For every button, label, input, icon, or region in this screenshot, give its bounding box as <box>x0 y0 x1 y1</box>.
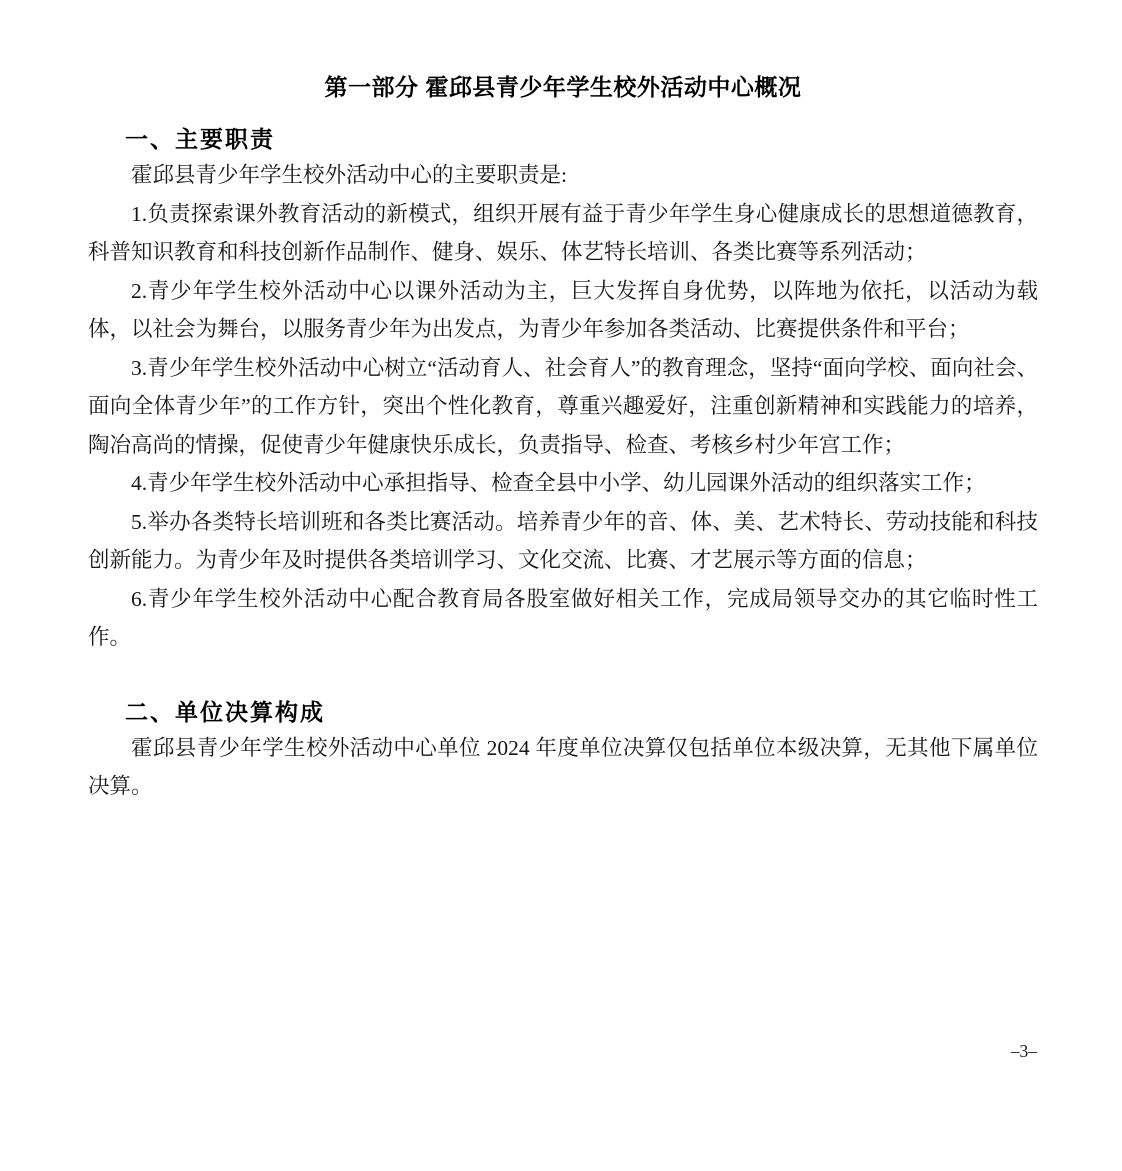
paragraph: 5.举办各类特长培训班和各类比赛活动。培养青少年的音、体、美、艺术特长、劳动技能和科技创新能力。为青少年及时提供各类培训学习、文化交流、比赛、才艺展示等方面的信息； <box>88 509 1038 572</box>
section-heading: 二、单位决算构成 <box>125 698 325 725</box>
paragraph: 4.青少年学生校外活动中心承担指导、检查全县中小学、幼儿园课外活动的组织落实工作； <box>131 471 986 495</box>
document-title: 第一部分 霍邱县青少年学生校外活动中心概况 <box>324 74 802 100</box>
paragraph: 6.青少年学生校外活动中心配合教育局各股室做好相关工作，完成局领导交办的其它临时性工作。 <box>88 586 1038 649</box>
paragraph: 2.青少年学生校外活动中心以课外活动为主，巨大发挥自身优势，以阵地为依托，以活动为载体，以社会为舞台，以服务青少年为出发点，为青少年参加各类活动、比赛提供条件和平台； <box>88 278 1038 341</box>
section-heading: 一、主要职责 <box>125 126 275 152</box>
paragraph: 3.青少年学生校外活动中心树立“活动育人、社会育人”的教育理念，坚持“面向学校、面向社会、面向全体青少年”的工作方针，突出个性化教育，尊重兴趣爱好，注重创新精神和实践能力的培养，陶冶高尚的情操，促使青少年健康快乐成长，负责指导、检查、考核乡村少年宫工作； <box>88 355 1038 457</box>
paragraph: 1.负责探索课外教育活动的新模式，组织开展有益于青少年学生身心健康成长的思想道德教育，科普知识教育和科技创新作品制作、健身、娱乐、体艺特长培训、各类比赛等系列活动； <box>88 201 1038 264</box>
section-main-duties <box>88 122 1038 657</box>
section-budget-composition <box>88 695 1038 806</box>
paragraph: 霍邱县青少年学生校外活动中心单位 2024 年度单位决算仅包括单位本级决算，无其他下属单位决算。 <box>88 735 1038 798</box>
page-number: –3– <box>1010 1041 1037 1061</box>
paragraph: 霍邱县青少年学生校外活动中心的主要职责是: <box>131 163 567 187</box>
